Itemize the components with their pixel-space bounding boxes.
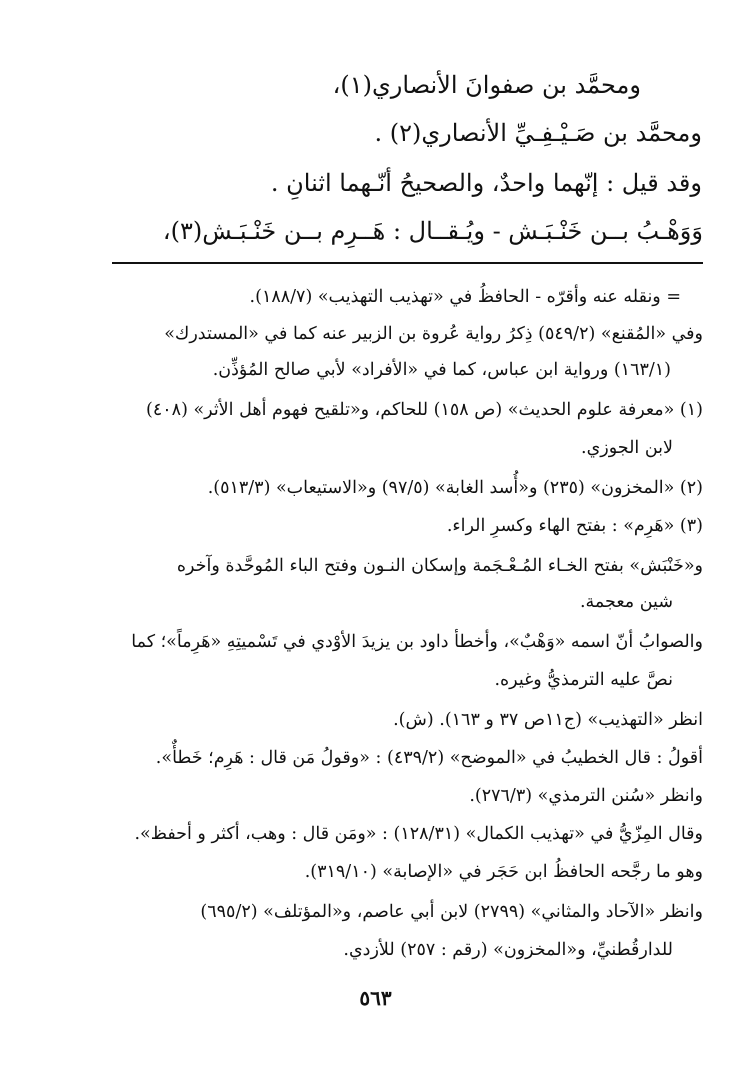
footnote-line-13: أقولُ : قال الخطيبُ في «الموضح» (٤٣٩/٢) : «وقولُ مَن قال : هَرِم؛ خَطأٌ».: [155, 748, 703, 768]
footnote-separator: [112, 262, 703, 264]
main-text-line-3: وقد قيل : إنّهما واحدٌ، والصحيحُ أنّـهما اثنانِ .: [270, 169, 702, 197]
main-text-line-1: ومحمَّد بن صفوانَ الأنصاري(١)،: [332, 71, 641, 99]
footnote-line-7: (٣) «هَرِم» : بفتح الهاء وكسرِ الراء.: [446, 516, 703, 536]
footnote-line-14: وانظر «سُنن الترمذي» (٢٧٦/٣).: [469, 786, 703, 806]
footnote-line-11: نصَّ عليه الترمذيُّ وغيره.: [494, 670, 673, 690]
footnote-line-8: و«خَنْبَش» بفتح الخـاء المُـعْـجَمة وإسكان النـون وفتح الباء المُوحَّدة وآخره: [176, 556, 703, 576]
footnote-line-9: شين معجمة.: [579, 592, 673, 612]
footnote-line-18: للدارقُطنيِّ، و«المخزون» (رقم : ٢٥٧) للأزدي.: [343, 940, 673, 960]
footnote-line-16: وهو ما رجَّحه الحافظُ ابن حَجَر في «الإصابة» (٣١٩/١٠).: [304, 862, 703, 882]
footnote-line-2: وفي «المُقنع» (٥٤٩/٢) ذِكرُ رواية عُروة بن الزبير عنه كما في «المستدرك»: [164, 324, 703, 344]
footnote-line-17: وانظر «الآحاد والمثاني» (٢٧٩٩) لابن أبي عاصم، و«المؤتلف» (٦٩٥/٢): [200, 902, 703, 922]
footnote-line-4: (١) «معرفة علوم الحديث» (ص ١٥٨) للحاكم، و«تلقيح فهوم أهل الأثر» (٤٠٨): [146, 400, 703, 420]
footnote-line-6: (٢) «المخزون» (٢٣٥) و«أُسد الغابة» (٩٧/٥) و«الاستيعاب» (٥١٣/٣).: [207, 478, 703, 498]
main-text-line-4: وَوَهْـبُ بــن خَنْـبَـش - ويُـقــال : هَــرِم بــن خَنْـبَـش(٣)،: [162, 217, 703, 245]
footnote-line-15: وقال المِزّيُّ في «تهذيب الكمال» (١٢٨/٣١) : «ومَن قال : وهب، أكثر و أحفظ».: [134, 824, 703, 844]
footnote-line-12: انظر «التهذيب» (ج١١ص ٣٧ و ١٦٣). (ش).: [393, 710, 703, 730]
footnote-line-10: والصوابُ أنّ اسمه «وَهْبٌ»، وأخطأ داود بن يزيدَ الأوْدي في تَسْميتِهِ «هَرِماً»؛ كما: [131, 632, 703, 652]
main-text-line-2: ومحمَّد بن صَـيْـفِـيِّ الأنصاري(٢) .: [374, 119, 702, 147]
footnote-line-1: = ونقله عنه وأقرّه - الحافظُ في «تهذيب التهذيب» (١٨٨/٧).: [249, 287, 681, 307]
page-number: ٥٦٣: [359, 986, 392, 1010]
footnote-line-5: لابن الجوزي.: [581, 438, 673, 458]
footnote-line-3: (١٦٣/١) ورواية ابن عباس، كما في «الأفراد» لأبي صالح المُؤذِّن.: [212, 360, 671, 380]
